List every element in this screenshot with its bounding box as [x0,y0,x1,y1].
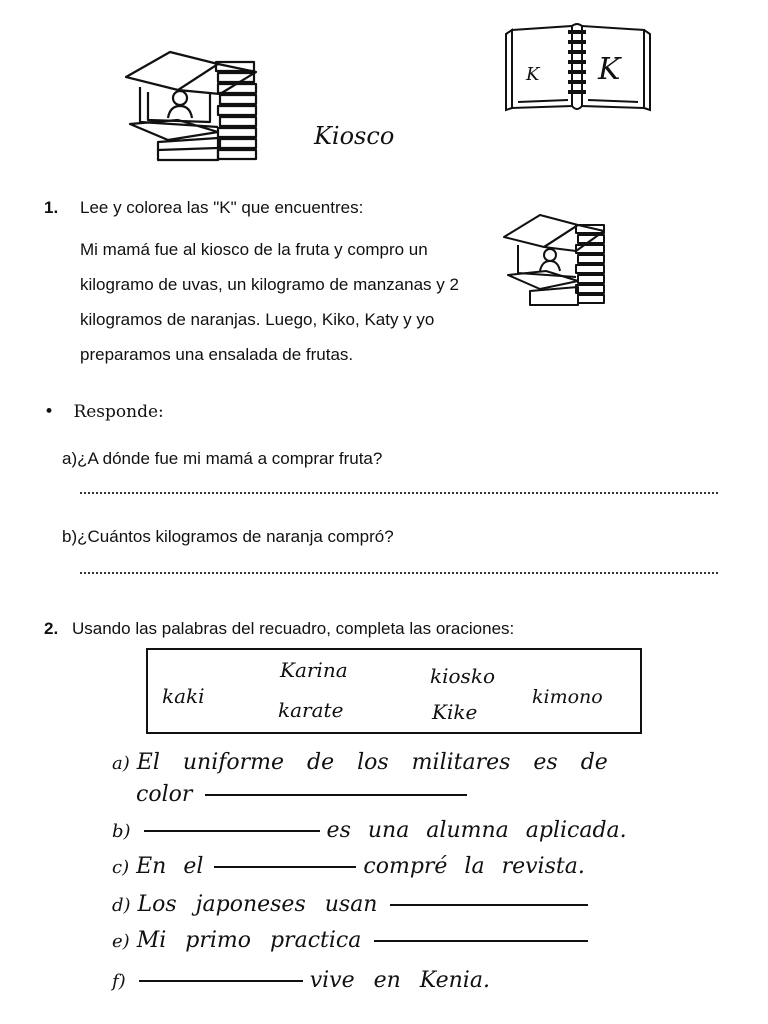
exercise-1-instruction: Lee y colorea las "K" que encuentres: [80,198,364,217]
sentence-text: compré la revista. [363,854,585,879]
sentence-text: color [136,782,193,807]
exercise-1-number: 1. [44,198,59,217]
sentence-letter: c) [112,857,130,878]
question-a [62,449,382,469]
sentence-text: es una alumna aplicada. [326,818,627,843]
sentence-letter: b) [112,821,131,842]
blank-e[interactable] [374,940,588,942]
word-kike: Kike [432,700,478,724]
blank-d[interactable] [390,904,588,906]
blank-f[interactable] [139,980,303,982]
sentence-text: Mi primo practica [136,928,362,953]
question-text: ¿Cuántos kilogramos de naranja compró? [77,527,394,546]
responde-colon: : [158,402,164,422]
blank-b[interactable] [144,830,320,832]
sentence-text: El uniforme de los militares es de [136,750,608,775]
question-letter: a) [62,449,78,468]
sentence-c [112,854,585,879]
kiosco-word: Kiosco [314,122,395,150]
question-b [62,527,394,547]
sentence-e [112,928,588,953]
sentence-letter: a) [112,753,130,774]
question-text: ¿A dónde fue mi mamá a comprar fruta? [77,449,383,468]
kiosk-illustration-large [118,42,263,164]
sentence-a-line2 [136,782,467,807]
word-box [146,648,642,734]
sentence-d [112,892,588,917]
exercise-1-paragraph: Mi mamá fue al kiosco de la fruta y compro un kilogramo de uvas, un kilogramo de manzanas y 2 kilogramos de naranjas. Luego, Kiko, Katy y yo preparamos una ensalada de frutas. [80,240,459,364]
sentence-text: vive en Kenia. [309,968,490,993]
sentence-text: En el [136,854,204,879]
exercise-2-number: 2. [44,619,59,638]
sentence-letter: d) [112,895,131,916]
sentence-text: Los japoneses usan [137,892,378,917]
answer-line-b[interactable] [80,572,718,574]
question-letter: b) [62,527,78,546]
word-kaki: kaki [162,684,205,708]
word-karina: Karina [280,658,348,682]
sentence-letter: f) [112,971,126,992]
responde-label: Responde [73,402,159,422]
sentence-a-line1 [112,750,608,775]
exercise-2-instruction: Usando las palabras del recuadro, completa las oraciones: [72,619,515,638]
blank-a[interactable] [205,794,467,796]
sentence-b [112,818,627,843]
word-kimono: kimono [532,686,603,708]
book-letter-small: K [526,64,540,85]
sentence-letter: e) [112,931,130,952]
answer-line-a[interactable] [80,492,718,494]
blank-c[interactable] [214,866,356,868]
sentence-f [112,968,490,993]
word-kiosko: kiosko [430,664,495,688]
bullet: • [44,402,55,422]
book-letter-big: K [598,52,621,87]
kiosk-illustration-small [500,207,610,307]
responde-heading [44,402,164,422]
book-illustration [502,20,652,112]
word-karate: karate [278,698,344,722]
